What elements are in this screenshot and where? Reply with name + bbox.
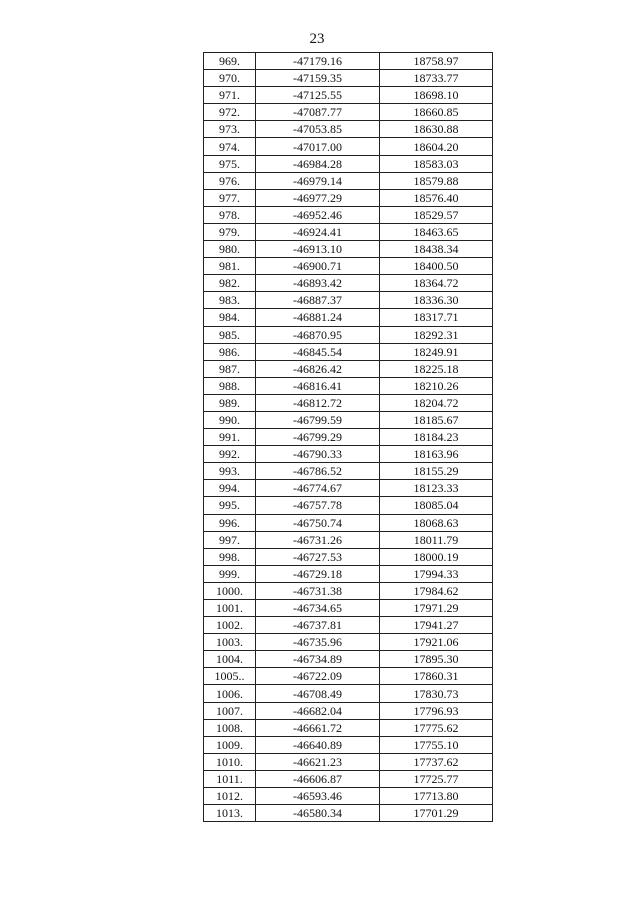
y-coordinate-cell: 18364.72 [380, 275, 493, 292]
x-coordinate-cell: -46735.96 [256, 634, 380, 651]
point-number-cell: 970. [204, 70, 256, 87]
point-number-cell: 982. [204, 275, 256, 292]
x-coordinate-cell: -46734.89 [256, 651, 380, 668]
x-coordinate-cell: -46708.49 [256, 685, 380, 702]
table-row [204, 634, 493, 651]
x-coordinate-cell: -46737.81 [256, 617, 380, 634]
point-number-cell: 977. [204, 189, 256, 206]
y-coordinate-cell: 18579.88 [380, 172, 493, 189]
y-coordinate-cell: 18225.18 [380, 360, 493, 377]
x-coordinate-cell: -46593.46 [256, 788, 380, 805]
table-row [204, 702, 493, 719]
x-coordinate-cell: -46881.24 [256, 309, 380, 326]
point-number-cell: 1012. [204, 788, 256, 805]
x-coordinate-cell: -46816.41 [256, 377, 380, 394]
y-coordinate-cell: 17701.29 [380, 805, 493, 822]
y-coordinate-cell: 18576.40 [380, 189, 493, 206]
point-number-cell: 973. [204, 121, 256, 138]
point-number-cell: 1005.. [204, 668, 256, 685]
y-coordinate-cell: 17725.77 [380, 770, 493, 787]
point-number-cell: 988. [204, 377, 256, 394]
coordinates-table [203, 52, 493, 822]
y-coordinate-cell: 17830.73 [380, 685, 493, 702]
table-row [204, 155, 493, 172]
point-number-cell: 998. [204, 548, 256, 565]
x-coordinate-cell: -46979.14 [256, 172, 380, 189]
table-row [204, 805, 493, 822]
y-coordinate-cell: 18068.63 [380, 514, 493, 531]
point-number-cell: 985. [204, 326, 256, 343]
point-number-cell: 999. [204, 565, 256, 582]
y-coordinate-cell: 18185.67 [380, 411, 493, 428]
y-coordinate-cell: 18155.29 [380, 463, 493, 480]
table-row [204, 600, 493, 617]
x-coordinate-cell: -46731.38 [256, 582, 380, 599]
y-coordinate-cell: 17755.10 [380, 736, 493, 753]
y-coordinate-cell: 18604.20 [380, 138, 493, 155]
x-coordinate-cell: -46952.46 [256, 206, 380, 223]
point-number-cell: 971. [204, 87, 256, 104]
table-row [204, 685, 493, 702]
point-number-cell: 984. [204, 309, 256, 326]
x-coordinate-cell: -47053.85 [256, 121, 380, 138]
y-coordinate-cell: 17775.62 [380, 719, 493, 736]
y-coordinate-cell: 18438.34 [380, 241, 493, 258]
y-coordinate-cell: 18204.72 [380, 394, 493, 411]
table-row [204, 87, 493, 104]
table-row [204, 138, 493, 155]
table-row [204, 258, 493, 275]
table-row [204, 343, 493, 360]
x-coordinate-cell: -47087.77 [256, 104, 380, 121]
x-coordinate-cell: -47159.35 [256, 70, 380, 87]
table-row [204, 651, 493, 668]
y-coordinate-cell: 17921.06 [380, 634, 493, 651]
y-coordinate-cell: 17737.62 [380, 753, 493, 770]
y-coordinate-cell: 18583.03 [380, 155, 493, 172]
table-row [204, 753, 493, 770]
point-number-cell: 1006. [204, 685, 256, 702]
y-coordinate-cell: 18184.23 [380, 429, 493, 446]
y-coordinate-cell: 17796.93 [380, 702, 493, 719]
x-coordinate-cell: -46731.26 [256, 531, 380, 548]
y-coordinate-cell: 18163.96 [380, 446, 493, 463]
table-row [204, 497, 493, 514]
table-row [204, 736, 493, 753]
y-coordinate-cell: 18758.97 [380, 53, 493, 70]
table-row [204, 668, 493, 685]
table-row [204, 582, 493, 599]
y-coordinate-cell: 17994.33 [380, 565, 493, 582]
y-coordinate-cell: 18210.26 [380, 377, 493, 394]
x-coordinate-cell: -46621.23 [256, 753, 380, 770]
point-number-cell: 996. [204, 514, 256, 531]
x-coordinate-cell: -46722.09 [256, 668, 380, 685]
table-row [204, 223, 493, 240]
x-coordinate-cell: -46661.72 [256, 719, 380, 736]
x-coordinate-cell: -46640.89 [256, 736, 380, 753]
x-coordinate-cell: -46580.34 [256, 805, 380, 822]
point-number-cell: 991. [204, 429, 256, 446]
point-number-cell: 1009. [204, 736, 256, 753]
point-number-cell: 992. [204, 446, 256, 463]
x-coordinate-cell: -46799.59 [256, 411, 380, 428]
point-number-cell: 1007. [204, 702, 256, 719]
table-row [204, 463, 493, 480]
point-number-cell: 979. [204, 223, 256, 240]
y-coordinate-cell: 17895.30 [380, 651, 493, 668]
x-coordinate-cell: -46727.53 [256, 548, 380, 565]
x-coordinate-cell: -46870.95 [256, 326, 380, 343]
y-coordinate-cell: 17941.27 [380, 617, 493, 634]
table-row [204, 189, 493, 206]
table-row [204, 514, 493, 531]
x-coordinate-cell: -46799.29 [256, 429, 380, 446]
x-coordinate-cell: -46757.78 [256, 497, 380, 514]
table-row [204, 104, 493, 121]
y-coordinate-cell: 17984.62 [380, 582, 493, 599]
y-coordinate-cell: 18630.88 [380, 121, 493, 138]
table-row [204, 292, 493, 309]
table-row [204, 411, 493, 428]
y-coordinate-cell: 18011.79 [380, 531, 493, 548]
table-row [204, 172, 493, 189]
table-row [204, 309, 493, 326]
y-coordinate-cell: 18123.33 [380, 480, 493, 497]
table-row [204, 565, 493, 582]
table-row [204, 788, 493, 805]
table-row [204, 206, 493, 223]
table-row [204, 70, 493, 87]
y-coordinate-cell: 18529.57 [380, 206, 493, 223]
y-coordinate-cell: 17971.29 [380, 600, 493, 617]
coordinates-table-body [204, 53, 493, 822]
table-row [204, 377, 493, 394]
point-number-cell: 993. [204, 463, 256, 480]
table-row [204, 617, 493, 634]
x-coordinate-cell: -46750.74 [256, 514, 380, 531]
table-row [204, 275, 493, 292]
point-number-cell: 983. [204, 292, 256, 309]
y-coordinate-cell: 18000.19 [380, 548, 493, 565]
y-coordinate-cell: 18292.31 [380, 326, 493, 343]
point-number-cell: 975. [204, 155, 256, 172]
table-row [204, 548, 493, 565]
point-number-cell: 990. [204, 411, 256, 428]
x-coordinate-cell: -46734.65 [256, 600, 380, 617]
table-row [204, 53, 493, 70]
x-coordinate-cell: -46812.72 [256, 394, 380, 411]
x-coordinate-cell: -46682.04 [256, 702, 380, 719]
table-row [204, 429, 493, 446]
y-coordinate-cell: 18317.71 [380, 309, 493, 326]
y-coordinate-cell: 17713.80 [380, 788, 493, 805]
x-coordinate-cell: -46606.87 [256, 770, 380, 787]
point-number-cell: 1001. [204, 600, 256, 617]
point-number-cell: 972. [204, 104, 256, 121]
page-number: 23 [309, 31, 325, 47]
table-row [204, 360, 493, 377]
x-coordinate-cell: -46977.29 [256, 189, 380, 206]
x-coordinate-cell: -46924.41 [256, 223, 380, 240]
point-number-cell: 1003. [204, 634, 256, 651]
point-number-cell: 978. [204, 206, 256, 223]
y-coordinate-cell: 18463.65 [380, 223, 493, 240]
x-coordinate-cell: -46984.28 [256, 155, 380, 172]
table-row [204, 394, 493, 411]
table-row [204, 446, 493, 463]
x-coordinate-cell: -46893.42 [256, 275, 380, 292]
point-number-cell: 989. [204, 394, 256, 411]
table-row [204, 241, 493, 258]
y-coordinate-cell: 18660.85 [380, 104, 493, 121]
point-number-cell: 1002. [204, 617, 256, 634]
y-coordinate-cell: 17860.31 [380, 668, 493, 685]
x-coordinate-cell: -47125.55 [256, 87, 380, 104]
y-coordinate-cell: 18733.77 [380, 70, 493, 87]
table-row [204, 326, 493, 343]
x-coordinate-cell: -46826.42 [256, 360, 380, 377]
y-coordinate-cell: 18336.30 [380, 292, 493, 309]
y-coordinate-cell: 18249.91 [380, 343, 493, 360]
point-number-cell: 1013. [204, 805, 256, 822]
point-number-cell: 969. [204, 53, 256, 70]
point-number-cell: 1011. [204, 770, 256, 787]
point-number-cell: 986. [204, 343, 256, 360]
point-number-cell: 1008. [204, 719, 256, 736]
table-row [204, 121, 493, 138]
x-coordinate-cell: -46729.18 [256, 565, 380, 582]
y-coordinate-cell: 18400.50 [380, 258, 493, 275]
point-number-cell: 980. [204, 241, 256, 258]
x-coordinate-cell: -47179.16 [256, 53, 380, 70]
point-number-cell: 976. [204, 172, 256, 189]
x-coordinate-cell: -47017.00 [256, 138, 380, 155]
table-row [204, 480, 493, 497]
point-number-cell: 997. [204, 531, 256, 548]
y-coordinate-cell: 18698.10 [380, 87, 493, 104]
table-row [204, 719, 493, 736]
table-row [204, 770, 493, 787]
x-coordinate-cell: -46913.10 [256, 241, 380, 258]
x-coordinate-cell: -46900.71 [256, 258, 380, 275]
point-number-cell: 1010. [204, 753, 256, 770]
point-number-cell: 987. [204, 360, 256, 377]
x-coordinate-cell: -46790.33 [256, 446, 380, 463]
point-number-cell: 1004. [204, 651, 256, 668]
point-number-cell: 995. [204, 497, 256, 514]
y-coordinate-cell: 18085.04 [380, 497, 493, 514]
x-coordinate-cell: -46774.67 [256, 480, 380, 497]
point-number-cell: 974. [204, 138, 256, 155]
table-row [204, 531, 493, 548]
point-number-cell: 994. [204, 480, 256, 497]
x-coordinate-cell: -46845.54 [256, 343, 380, 360]
x-coordinate-cell: -46786.52 [256, 463, 380, 480]
x-coordinate-cell: -46887.37 [256, 292, 380, 309]
point-number-cell: 981. [204, 258, 256, 275]
point-number-cell: 1000. [204, 582, 256, 599]
